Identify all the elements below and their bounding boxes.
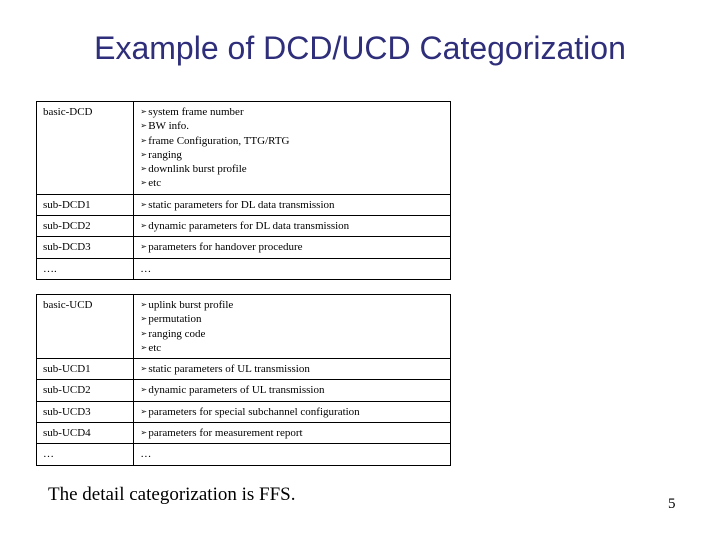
bullet-text: parameters for measurement report	[148, 427, 303, 440]
bullet-item	[140, 176, 444, 190]
bullet-item	[140, 162, 444, 176]
ucd-row-items	[134, 423, 451, 444]
dcd-row	[37, 216, 451, 237]
ucd-row	[37, 359, 451, 380]
bullet-text: system frame number	[148, 106, 244, 118]
ucd-row-name: basic-UCD	[37, 295, 134, 359]
footer-note: The detail categorization is FFS.	[48, 484, 296, 505]
bullet-item	[140, 219, 444, 233]
arrow-bullet-icon: ➢	[140, 364, 148, 374]
ucd-row	[37, 380, 451, 401]
bullet-item	[140, 119, 444, 133]
bullet-item	[140, 134, 444, 148]
arrow-bullet-icon: ➢	[140, 428, 148, 438]
dcd-row-name: sub-DCD1	[37, 194, 134, 215]
dcd-row-name: basic-DCD	[37, 102, 134, 195]
bullet-text: ranging	[148, 148, 182, 161]
dcd-row	[37, 102, 451, 195]
ucd-table	[36, 294, 451, 466]
ucd-row	[37, 423, 451, 444]
dcd-row-name: ….	[37, 258, 134, 279]
arrow-bullet-icon: ➢	[140, 300, 148, 309]
bullet-item	[140, 426, 444, 440]
dcd-row	[37, 194, 451, 215]
bullet-item	[140, 298, 444, 312]
ucd-row-items	[134, 444, 451, 465]
ucd-row	[37, 444, 451, 465]
ucd-row-name: …	[37, 444, 134, 465]
ucd-row	[37, 295, 451, 359]
bullet-text: dynamic parameters of UL transmission	[148, 384, 325, 397]
arrow-bullet-icon: ➢	[140, 314, 148, 324]
dcd-row-items	[134, 237, 451, 258]
ucd-row-items	[134, 380, 451, 401]
dcd-row-items	[134, 258, 451, 279]
dcd-table	[36, 101, 451, 280]
bullet-text: downlink burst profile	[148, 163, 247, 176]
arrow-bullet-icon: ➢	[140, 328, 148, 338]
arrow-bullet-icon: ➢	[140, 149, 147, 159]
arrow-bullet-icon: ➢	[140, 121, 147, 131]
arrow-bullet-icon: ➢	[140, 199, 147, 209]
bullet-text: etc	[148, 177, 162, 190]
bullet-text: static parameters of UL transmission	[148, 363, 310, 376]
bullet-text: frame Configuration, TTG/RTG	[148, 134, 290, 147]
bullet-text: uplink burst profile	[148, 299, 234, 311]
dcd-row-name: sub-DCD3	[37, 237, 134, 258]
arrow-bullet-icon: ➢	[140, 107, 147, 116]
dcd-row	[37, 258, 451, 279]
arrow-bullet-icon: ➢	[140, 385, 148, 395]
bullet-item	[140, 240, 444, 254]
dcd-row-items	[134, 216, 451, 237]
bullet-text: permutation	[148, 313, 202, 326]
bullet-text: static parameters for DL data transmission	[148, 198, 335, 211]
bullet-text: dynamic parameters for DL data transmission	[148, 220, 350, 233]
ucd-row-name: sub-UCD4	[37, 423, 134, 444]
bullet-item	[140, 198, 444, 212]
ucd-row-name: sub-UCD3	[37, 401, 134, 422]
arrow-bullet-icon: ➢	[140, 406, 148, 416]
arrow-bullet-icon: ➢	[140, 135, 147, 145]
bullet-item	[140, 327, 444, 341]
arrow-bullet-icon: ➢	[140, 221, 147, 231]
arrow-bullet-icon: ➢	[140, 242, 147, 252]
bullet-item	[140, 383, 444, 397]
bullet-text: parameters for handover procedure	[148, 241, 303, 254]
bullet-text: etc	[148, 341, 162, 354]
ucd-row	[37, 401, 451, 422]
bullet-text: parameters for special subchannel configuration	[148, 405, 360, 418]
ucd-row-items	[134, 295, 451, 359]
dcd-row-name: sub-DCD2	[37, 216, 134, 237]
bullet-text: ranging code	[148, 327, 206, 340]
bullet-item	[140, 362, 444, 376]
arrow-bullet-icon: ➢	[140, 178, 147, 188]
bullet-item	[140, 148, 444, 162]
arrow-bullet-icon: ➢	[140, 164, 147, 174]
bullet-item	[140, 312, 444, 326]
bullet-text: BW info.	[148, 120, 190, 133]
bullet-item	[140, 405, 444, 419]
ellipsis-text: …	[140, 448, 152, 461]
ucd-row-name: sub-UCD1	[37, 359, 134, 380]
ucd-row-items	[134, 359, 451, 380]
dcd-row-items	[134, 194, 451, 215]
ellipsis-text: …	[140, 262, 152, 275]
page-number: 5	[668, 496, 676, 512]
bullet-item	[140, 105, 444, 119]
ucd-row-name: sub-UCD2	[37, 380, 134, 401]
slide-title: Example of DCD/UCD Categorization	[94, 30, 626, 66]
ucd-row-items	[134, 401, 451, 422]
dcd-row	[37, 237, 451, 258]
arrow-bullet-icon: ➢	[140, 342, 148, 352]
dcd-row-items	[134, 102, 451, 195]
bullet-item	[140, 341, 444, 355]
